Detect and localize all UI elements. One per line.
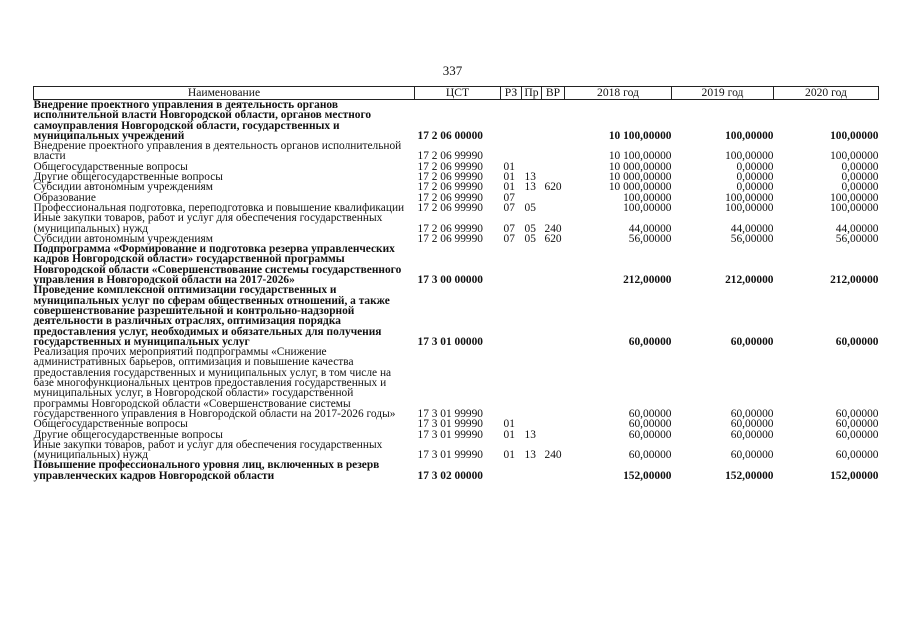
cell-rz [501,347,522,419]
table-body [34,100,879,481]
table-row [34,347,879,419]
cell-name: Реализация прочих мероприятий подпрограммы «Снижение административных барьеров, оптимизация и повышение качества предоставления государственных и муниципальных услуг, в том числе на базе многофункциональных центров предоставления государственных и муниципальных услуг, в Новгородской области» государственной программы Новгородской области «Совершенствование системы государственного управления в Новгородской области на 2017-2026 годы» [33,346,396,420]
cell-y2018: 60,00000 [628,428,672,441]
cell-y2020: 152,00000 [830,469,879,482]
cell-name: Образование [33,191,96,204]
cell-cst: 17 2 06 00000 [417,129,483,142]
cell-name: Другие общегосударственные вопросы [33,171,223,184]
cell-y2018: 10 100,00000 [608,150,672,163]
cell-name: Повышение профессионального уровня лиц, включенных в резерв управленческих кадров Новгородской области [33,459,380,482]
cell-y2019: 212,00000 [725,274,774,287]
cell-y2019: 44,00000 [730,222,774,235]
cell-pr [522,141,542,162]
cell-y2018: 60,00000 [628,335,672,348]
table-header-row [34,87,879,100]
cell-y2019: 100,00000 [725,191,774,204]
header-name: Наименование [34,87,415,100]
cell-cst: 17 2 06 99990 [417,171,483,184]
cell-pr [522,100,542,142]
cell-y2018: 60,00000 [628,418,672,431]
cell-y2018: 10 000,00000 [608,171,672,184]
cell-pr [522,419,542,429]
cell-y2018: 10 000,00000 [608,181,672,194]
cell-y2019: 60,00000 [730,418,774,431]
cell-rz: 07 [503,201,515,214]
cell-pr [522,460,542,481]
cell-y2019: 0,00000 [736,171,774,184]
cell-name: Субсидии автономным учреждениям [33,181,213,194]
cell-y2018: 212,00000 [623,274,672,287]
cell-pr: 13 [524,428,536,441]
cell-y2020: 0,00000 [841,160,879,173]
cell-vr: 620 [544,232,562,245]
cell-rz [501,285,522,347]
cell-vr [542,460,565,481]
cell-vr [542,244,565,285]
cell-y2018: 100,00000 [623,191,672,204]
cell-vr [542,162,565,172]
cell-cst: 17 3 02 00000 [417,469,483,482]
cell-rz: 01 [503,181,515,194]
cell-y2019: 60,00000 [730,428,774,441]
cell-cst: 17 2 06 99990 [417,191,483,204]
cell-rz [501,244,522,285]
cell-y2020: 60,00000 [835,407,879,420]
cell-y2018: 60,00000 [628,407,672,420]
cell-pr: 05 [524,222,536,235]
cell-name: Внедрение проектного управления в деятельность органов исполнительной власти Новгородской области, органов местного самоуправления Новгородской области, государственных и муниципальных учреждений [33,99,372,142]
cell-pr: 13 [524,449,536,462]
cell-cst: 17 2 06 99990 [417,181,483,194]
cell-vr: 240 [544,449,562,462]
cell-rz [501,141,522,162]
cell-name: Общегосударственные вопросы [33,160,188,173]
table-row [34,141,879,162]
cell-vr [542,141,565,162]
header-pr: Пр [522,87,542,100]
cell-cst: 17 3 01 99990 [417,407,483,420]
cell-pr [522,347,542,419]
cell-vr [542,285,565,347]
cell-y2020: 100,00000 [830,201,879,214]
cell-y2020: 60,00000 [835,449,879,462]
header-2019: 2019 год [672,87,774,100]
cell-name: Иные закупки товаров, работ и услуг для обеспечения государственных (муниципальных) нужд [33,212,383,235]
table-row [34,460,879,481]
cell-pr: 13 [524,171,536,184]
cell-y2018: 10 100,00000 [608,129,672,142]
cell-vr [542,203,565,213]
cell-y2019: 60,00000 [730,449,774,462]
table-row [34,213,879,234]
cell-cst: 17 3 00 00000 [417,274,483,287]
cell-rz: 07 [503,222,515,235]
cell-y2018: 100,00000 [623,201,672,214]
cell-y2019: 0,00000 [736,160,774,173]
cell-y2018: 60,00000 [628,449,672,462]
header-cst: ЦСТ [415,87,501,100]
table-row [34,244,879,285]
cell-y2018: 152,00000 [623,469,672,482]
budget-table [33,86,879,481]
header-vr: ВР [542,87,565,100]
cell-cst: 17 2 06 99990 [417,150,483,163]
cell-y2019: 100,00000 [725,150,774,163]
table-row [34,285,879,347]
cell-y2020: 100,00000 [830,191,879,204]
cell-cst: 17 2 06 99990 [417,160,483,173]
cell-name: Общегосударственные вопросы [33,418,188,431]
cell-y2020: 60,00000 [835,418,879,431]
cell-rz: 01 [503,160,515,173]
cell-name: Субсидии автономным учреждениям [33,232,213,245]
cell-y2019: 152,00000 [725,469,774,482]
cell-y2020: 0,00000 [841,181,879,194]
page-number: 337 [442,63,463,78]
cell-cst: 17 3 01 99990 [417,449,483,462]
cell-vr [542,193,565,203]
cell-y2020: 56,00000 [835,232,879,245]
cell-name: Профессиональная подготовка, переподготовка и повышение квалификации [33,201,405,214]
cell-y2020: 212,00000 [830,274,879,287]
header-rz: РЗ [501,87,522,100]
cell-cst: 17 2 06 99990 [417,222,483,235]
cell-y2020: 0,00000 [841,171,879,184]
cell-rz: 01 [503,418,515,431]
cell-pr: 05 [524,201,536,214]
cell-rz [501,460,522,481]
cell-rz: 07 [503,191,515,204]
cell-vr [542,100,565,142]
cell-cst: 17 3 01 99990 [417,428,483,441]
cell-name: Другие общегосударственные вопросы [33,428,223,441]
cell-cst: 17 2 06 99990 [417,232,483,245]
cell-y2019: 100,00000 [725,201,774,214]
cell-y2020: 100,00000 [830,129,879,142]
cell-y2018: 10 000,00000 [608,160,672,173]
table-row [34,100,879,142]
cell-y2020: 60,00000 [835,428,879,441]
cell-rz [501,100,522,142]
cell-rz: 07 [503,232,515,245]
cell-name: Проведение комплексной оптимизации государственных и муниципальных услуг по сферам общественных отношений, а также совершенствование разрешительной и контрольно-надзорной деятельности в различных отраслях, оптимизация порядка предоставления услуг, необходимых и обязательных для получения государственных и муниципальных услуг [33,284,390,348]
cell-cst: 17 3 01 00000 [417,335,483,348]
cell-cst: 17 3 01 99990 [417,418,483,431]
cell-pr [522,285,542,347]
cell-vr [542,347,565,419]
cell-y2020: 60,00000 [835,335,879,348]
cell-y2019: 0,00000 [736,181,774,194]
cell-rz: 01 [503,171,515,184]
cell-name: Внедрение проектного управления в деятельность органов исполнительной власти [33,140,402,163]
header-2020: 2020 год [774,87,879,100]
cell-y2019: 60,00000 [730,335,774,348]
cell-cst: 17 2 06 99990 [417,201,483,214]
cell-y2019: 56,00000 [730,232,774,245]
cell-y2019: 60,00000 [730,407,774,420]
cell-y2020: 44,00000 [835,222,879,235]
cell-rz: 01 [503,449,515,462]
header-2018: 2018 год [565,87,672,100]
cell-y2020: 100,00000 [830,150,879,163]
cell-y2018: 56,00000 [628,232,672,245]
cell-pr [522,244,542,285]
cell-vr [542,430,565,440]
cell-vr [542,419,565,429]
cell-y2018: 44,00000 [628,222,672,235]
cell-vr: 240 [544,222,562,235]
cell-rz: 01 [503,428,515,441]
cell-pr: 05 [524,232,536,245]
table-row [34,440,879,461]
cell-y2019: 100,00000 [725,129,774,142]
cell-name: Подпрограмма «Формирование и подготовка резерва управленческих кадров Новгородской области» государственной программы Новгородской области «Совершенствование системы государственного управления в Новгородской области на 2017-2026» [33,243,402,287]
cell-name: Иные закупки товаров, работ и услуг для обеспечения государственных (муниципальных) нужд [33,438,383,462]
table-row [34,419,879,429]
cell-pr: 13 [524,181,536,194]
cell-vr: 620 [544,181,562,194]
